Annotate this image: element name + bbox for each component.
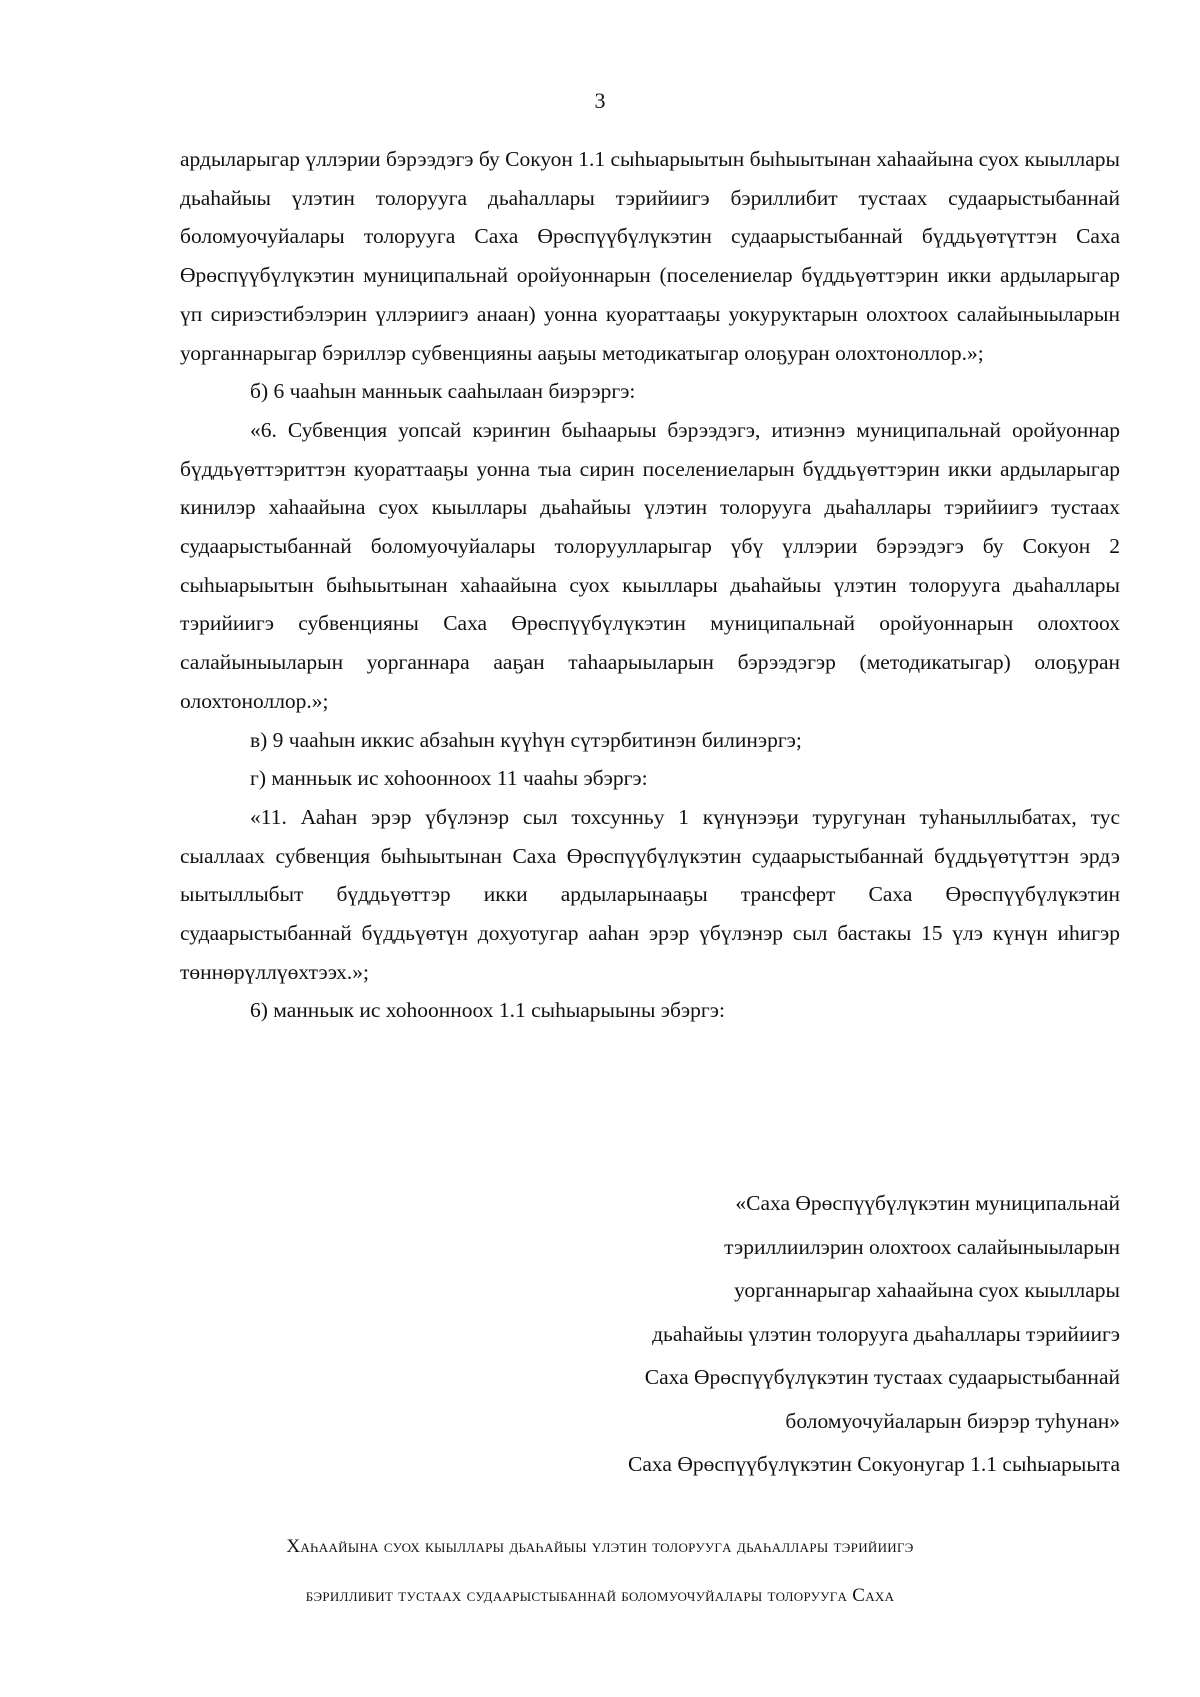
paragraph-item-g: г) манньык ис хоһоонноох 11 чааһы эбэргэ: (250, 766, 648, 791)
appendix-line: Саха Өрөспүүбүлүкэтин тустаах судаарыстыбаннай (644, 1365, 1120, 1389)
paragraph-continuation: ардыларыгар үллэрии бэрээдэгэ бу Сокуон 1.1 сыһыарыытын быһыытынан хаһаайына суох кыыллары дьаһайыы үлэтин толоруугa дьаһаллары тэрийиигэ бэриллибит тустаах судаарыстыбаннай боломуочуйалары толоруугa Саха Өрөспүүбүлүкэтин судаарыстыбаннай бүддьүөтүттэн Саха Өрөспүүбүлүкэтин муниципальнай оройуоннарын (поселениелар бүддьүөттэрин икки ардыларыгар үп сириэстибэлэрин үллэриигэ анаан) уонна куораттааҕы уокуруктарын олохтоох салайыныыларын уорганнарыгар бэриллэр субвенцияны ааҕыы методикатыгар олоҕуран олохтоноллор.»; (180, 147, 1120, 365)
appendix-line: «Саха Өрөспүүбүлүкэтин муниципальнай (735, 1191, 1120, 1215)
heading-line: Хаһаайына суох кыыллары дьаһайыы үлэтин толоруугa дьаһаллары тэрийиигэ (286, 1536, 914, 1557)
paragraph-item-v: в) 9 чааһын иккис абзаһын күүһүн сүтэрбитинэн билинэргэ; (250, 727, 802, 752)
page-number: 3 (594, 88, 606, 113)
section-heading (0, 1522, 1200, 1620)
appendix-line: уорганнарыгар хаһаайына суох кыыллары (734, 1278, 1120, 1302)
appendix-reference (420, 1182, 1120, 1487)
appendix-line: дьаһайыы үлэтин толоруугa дьаһаллары тэрийиигэ (652, 1321, 1120, 1346)
paragraph-item-b: б) 6 чааһын манньык сааһылаан биэрэргэ: (250, 379, 636, 404)
appendix-line: боломуочуйаларын биэрэр туһунан» (785, 1408, 1120, 1433)
heading-line: бэриллибит тустаах судаарыстыбаннай боломуочуйалары толоруугa Саха (305, 1585, 895, 1606)
paragraph-quote-6: «6. Субвенция уопсай кэриҥин быһаарыы бэрээдэгэ, итиэннэ муниципальнай оройуоннар бүддьүөттэриттэн куораттааҕы уонна тыа сирин поселениеларын бүддьүөттэрин икки ардыларыгар кинилэр хаһаайына суох кыыллары дьаһайыы үлэтин толоруугa дьаһаллары тэрийиигэ тустаах судаарыстыбаннай боломуочуйалары толоруулларыгар үбү үллэрии бэрээдэгэ бу Сокуон 2 сыһыарыытын быһыытынан хаһаайына суох кыыллары дьаһайыы үлэтин толоруугa дьаһаллары тэрийиигэ субвенцияны Саха Өрөспүүбүлүкэтин муниципальнай оройуоннарын олохтоох салайыныыларын уорганнара ааҕан таһаарыыларын бэрээдэгэр (методикатыгар) олоҕуран олохтоноллор.»; (180, 417, 1120, 713)
document-body (180, 140, 1120, 1030)
paragraph-quote-11: «11. Ааһан эрэр үбүлэнэр сыл тохсунньу 1 күнүнээҕи туругунан туһаныллыбатах, тус сыаллаах субвенция быһыытынан Саха Өрөспүүбүлүкэтин судаарыстыбаннай бүддьүөтүттэн эрдэ ыытыллыбыт бүддьүөттэр икки ардыларынааҕы трансферт Саха Өрөспүүбүлүкэтин судаарыстыбаннай бүддьүөтүн дохуотугар ааһан эрэр үбүлэнэр сыл бастакы 15 үлэ күнүн иһигэр төннөрүллүөхтээх.»; (180, 804, 1120, 984)
paragraph-item-6: 6) манньык ис хоһоонноох 1.1 сыһыарыыны эбэргэ: (250, 998, 725, 1023)
appendix-line: Саха Өрөспүүбүлүкэтин Сокуонугар 1.1 сыһыарыыта (628, 1452, 1120, 1476)
appendix-line: тэриллиилэрин олохтоох салайыныыларын (724, 1234, 1120, 1259)
